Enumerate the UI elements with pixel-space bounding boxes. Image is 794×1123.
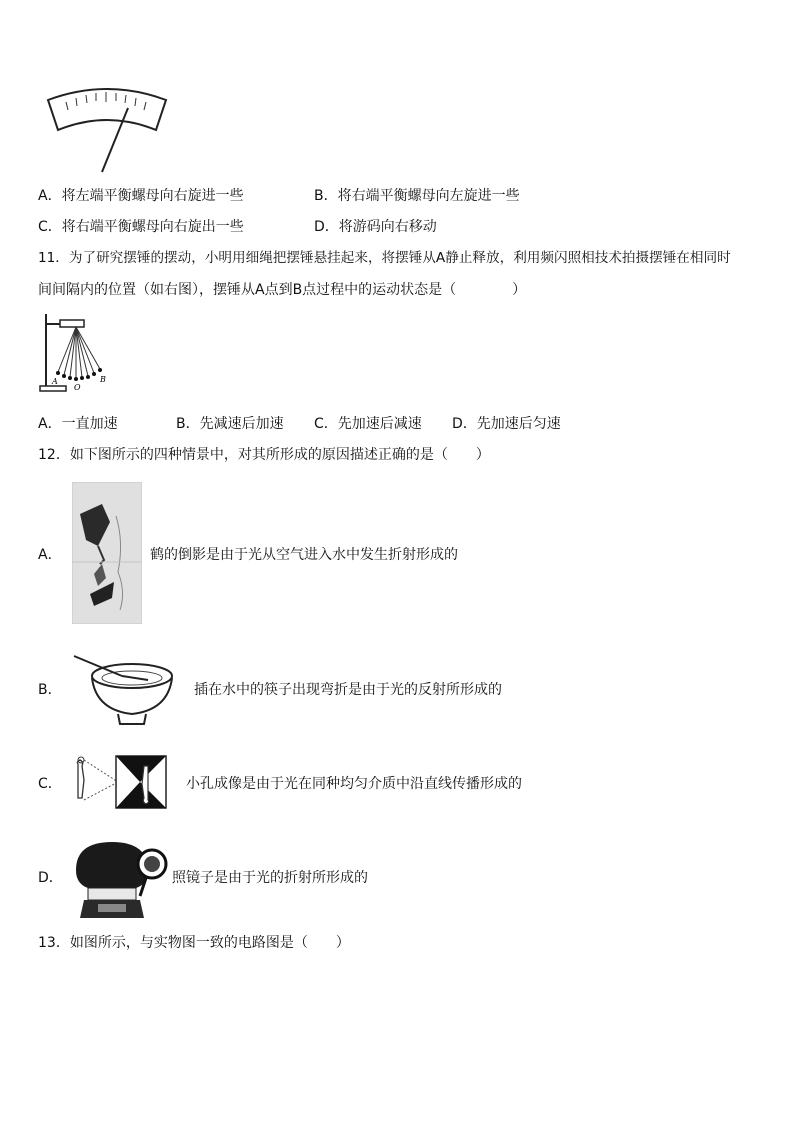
pendulum-label-b: B (100, 375, 106, 384)
q12-item-c-text: 小孔成像是由于光在同种均匀介质中沿直线传播形成的 (186, 776, 522, 792)
pendulum-label-a: A (52, 377, 58, 386)
q11-stem-line1: 11．为了研究摆锤的摆动，小明用细绳把摆锤悬挂起来，将摆锤从A静止释放，利用频闪照相技术拍摄摆锤在相同时 (38, 250, 731, 266)
q12-item-d-text: 照镜子是由于光的折射所形成的 (172, 870, 368, 886)
pendulum-label-o: O (74, 383, 81, 392)
q11-option-a: A．一直加速 (38, 416, 118, 432)
q12-item-d-letter: D． (38, 870, 63, 886)
q10-option-d: D．将游码向右移动 (314, 219, 437, 235)
q12-item-c-letter: C． (38, 776, 62, 792)
q11-stem-line2: 间间隔内的位置（如右图），摆锤从A点到B点过程中的运动状态是（ ） (38, 282, 527, 298)
q10-option-c: C．将右端平衡螺母向右旋出一些 (38, 219, 244, 235)
q12-item-a-text: 鹤的倒影是由于光从空气进入水中发生折射形成的 (150, 547, 458, 563)
q12-item-a-letter: A． (38, 547, 62, 563)
q11-option-c: C．先加速后减速 (314, 416, 422, 432)
q12-stem: 12．如下图所示的四种情景中，对其所形成的原因描述正确的是（ ） (38, 447, 490, 463)
scale-pointer-figure (44, 88, 170, 176)
q10-option-b: B．将右端平衡螺母向左旋进一些 (314, 188, 520, 204)
q11-option-d: D．先加速后匀速 (452, 416, 561, 432)
q12-item-b-text: 插在水中的筷子出现弯折是由于光的反射所形成的 (194, 682, 502, 698)
chopsticks-bowl-image (70, 654, 176, 728)
q11-option-b: B．先减速后加速 (176, 416, 284, 432)
crane-reflection-image (72, 482, 142, 624)
q12-item-b-letter: B． (38, 682, 62, 698)
q13-stem: 13．如图所示，与实物图一致的电路图是（ ） (38, 935, 350, 951)
q10-option-a: A．将左端平衡螺母向右旋进一些 (38, 188, 244, 204)
pendulum-figure (38, 310, 122, 396)
mirror-person-image (72, 840, 168, 918)
pinhole-imaging-image (72, 754, 168, 810)
